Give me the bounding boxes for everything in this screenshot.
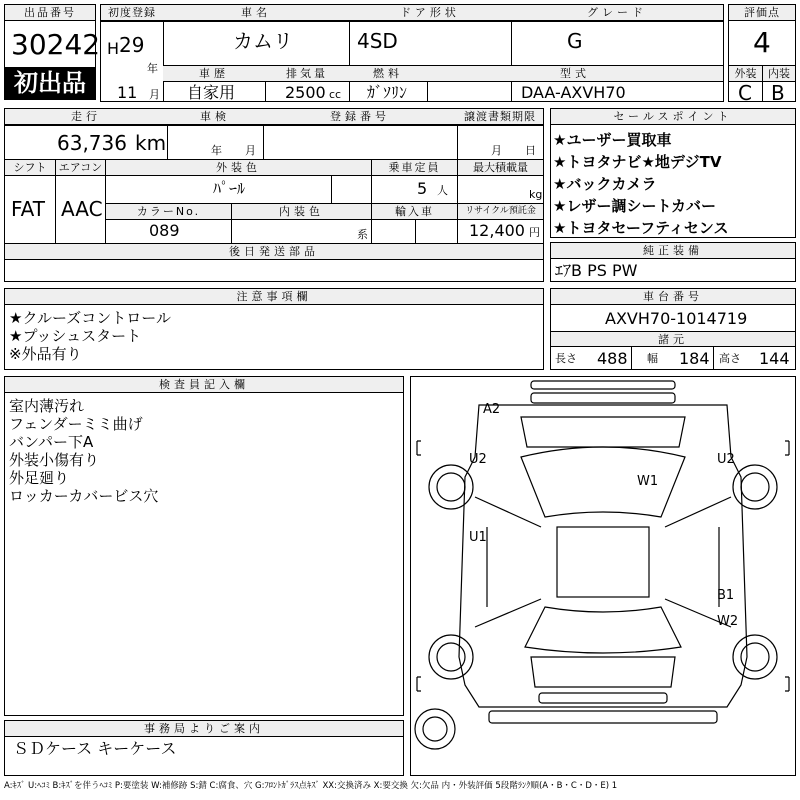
color-no-label: カラーNo.	[106, 204, 231, 219]
era: H	[107, 39, 120, 58]
damage-mark: U1	[469, 530, 487, 545]
load-unit: kg	[529, 188, 543, 201]
lot-label: 出品番号	[5, 5, 95, 21]
damage-mark: W1	[637, 474, 659, 489]
fuel: ｶﾞｿﾘﾝ	[367, 83, 408, 102]
overall-score: 4	[753, 26, 771, 59]
inspection-year-unit: 年	[211, 144, 222, 157]
sales-point-item: ★レザー調シートカバー	[553, 197, 716, 215]
inspector-item: 室内薄汚れ	[9, 397, 85, 415]
sales-points-label: セールスポイント	[551, 109, 795, 125]
reg-no-label: 登録番号	[263, 109, 457, 125]
shift-label: シフト	[5, 160, 55, 175]
dims-label: 諸元	[551, 332, 795, 347]
equipment-value: ｴｱB PS PW	[555, 261, 638, 280]
year-unit: 年	[147, 62, 158, 75]
damage-mark: U2	[469, 452, 487, 467]
history-label: 車歴	[163, 66, 265, 81]
inspector-item: ロッカーカバービス穴	[9, 487, 159, 505]
equipment-label: 純正装備	[551, 243, 795, 259]
damage-mark: A2	[483, 402, 501, 417]
car-diagram	[410, 376, 796, 776]
vehicle-header	[100, 4, 724, 102]
length-label: 長さ	[555, 352, 577, 365]
sales-points-list	[553, 129, 728, 239]
inspection-month-unit: 月	[245, 144, 256, 157]
door-label: ドア形状	[349, 5, 511, 21]
score-label: 評価点	[729, 5, 795, 21]
capacity-label: 乗車定員	[372, 160, 457, 175]
office-text: ＳＤケース キーケース	[13, 739, 177, 758]
month-unit: 月	[149, 88, 160, 101]
sales-point-item: ★トヨタセーフティセンス	[553, 219, 729, 237]
history: 自家用	[187, 83, 236, 102]
fuel-label: 燃料	[349, 66, 427, 81]
inspector-label: 検査員記入欄	[5, 377, 403, 393]
ac-label: エアコン	[56, 160, 105, 175]
lot-box	[4, 4, 101, 100]
caution-item: ★クルーズコントロール	[9, 309, 171, 327]
inspector-item: 外装小傷有り	[9, 451, 100, 469]
transfer-label: 譲渡書類期限	[457, 109, 543, 125]
mileage: 63,736	[57, 131, 127, 155]
damage-mark: B1	[717, 588, 735, 603]
grade: G	[567, 29, 583, 53]
later-parts-label: 後日発送部品	[5, 244, 543, 259]
width: 184	[679, 349, 710, 368]
exterior-color: ﾊﾟｰﾙ	[213, 179, 246, 198]
load-label: 最大積載量	[458, 160, 543, 175]
sales-points-box	[550, 108, 796, 238]
int-color-unit: 系	[357, 228, 368, 241]
recycle-fee: 12,400	[469, 221, 525, 240]
car-name-label: 車名	[163, 5, 349, 21]
inspection-label: 車検	[167, 109, 263, 125]
info-block	[4, 108, 544, 282]
interior-label: 内装	[763, 66, 795, 81]
displacement-label: 排気量	[265, 66, 349, 81]
model-code: DAA-AXVH70	[521, 83, 626, 102]
shift: FAT	[11, 197, 46, 221]
car-outline	[411, 377, 795, 775]
model-label: 型式	[427, 66, 723, 81]
inspector-item: フェンダーミミ曲げ	[9, 415, 143, 433]
color-label: 外装色	[106, 160, 371, 175]
chassis-label: 車台番号	[551, 289, 795, 305]
legend: A:ｷｽﾞ U:ﾍｺﾐ B:ｷｽﾞを伴うﾍｺﾐ P:要塗装 W:補修跡 S:錆 C:腐食、穴 G:ﾌﾛﾝﾄｶﾞﾗｽ点ｷｽﾞ XX:交換済み X:要交換 欠:欠品 内・外装評価 5段階ﾗﾝｸ順(A・B・C・D・E) 1	[4, 781, 618, 791]
door-type: 4SD	[357, 29, 398, 53]
interior-grade: B	[771, 81, 785, 105]
first-listing-badge: 初出品	[5, 67, 95, 99]
score-box	[728, 4, 796, 105]
office-label: 事務局よりご案内	[5, 721, 403, 737]
first-reg-label: 初度登録	[101, 5, 163, 21]
equipment-box	[550, 242, 796, 282]
transfer-day-unit: 日	[525, 144, 536, 157]
exterior-label: 外装	[729, 66, 762, 81]
chassis-box	[550, 288, 796, 370]
inspector-item: バンパー下A	[9, 433, 94, 451]
mileage-label: 走行	[5, 109, 167, 125]
caution-label: 注意事項欄	[5, 289, 543, 305]
lot-number: 30242	[11, 28, 101, 61]
caution-list	[9, 309, 171, 363]
car-name: カムリ	[233, 29, 293, 53]
caution-box	[4, 288, 544, 370]
displacement: 2500	[285, 83, 326, 102]
transfer-month-unit: 月	[491, 144, 502, 157]
sales-point-item: ★ユーザー買取車	[553, 131, 672, 149]
sales-point-item: ★バックカメラ	[553, 175, 657, 193]
inspector-item: 外足廻り	[9, 469, 70, 487]
height-label: 高さ	[719, 352, 741, 365]
sales-point-item: ★トヨタナビ★地デジTV	[553, 153, 722, 171]
inspector-box	[4, 376, 404, 716]
capacity: 5	[417, 179, 428, 198]
damage-mark: W2	[717, 614, 739, 629]
caution-item: ★プッシュスタート	[9, 327, 142, 345]
displacement-unit: cc	[329, 88, 342, 101]
recycle-unit: 円	[529, 226, 540, 239]
chassis-number: AXVH70-1014719	[605, 309, 748, 328]
import-label: 輸入車	[372, 204, 457, 219]
exterior-grade: C	[738, 81, 752, 105]
ac: AAC	[61, 197, 103, 221]
color-no: 089	[149, 221, 180, 240]
mileage-unit: km	[135, 131, 167, 155]
recycle-label: リサイクル預託金	[458, 204, 543, 219]
width-label: 幅	[647, 352, 658, 365]
height: 144	[759, 349, 790, 368]
reg-year: 29	[119, 33, 145, 57]
damage-mark: U2	[717, 452, 735, 467]
inspector-list	[9, 397, 158, 505]
caution-item: ※外品有り	[9, 345, 82, 363]
int-color-label: 内装色	[232, 204, 371, 219]
reg-month: 11	[117, 83, 138, 102]
office-box	[4, 720, 404, 776]
capacity-unit: 人	[437, 184, 448, 197]
grade-label: グレード	[511, 5, 723, 21]
length: 488	[597, 349, 628, 368]
